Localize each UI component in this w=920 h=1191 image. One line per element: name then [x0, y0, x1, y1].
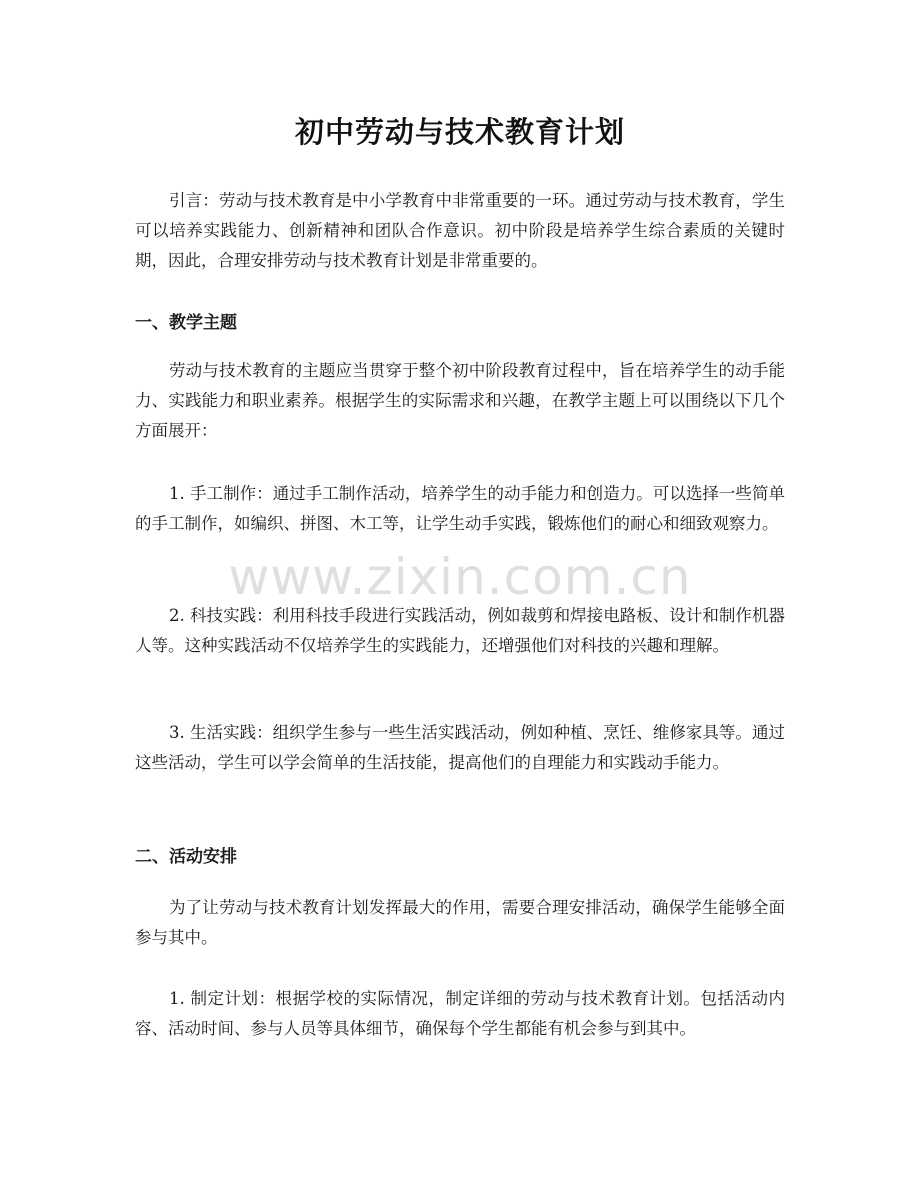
section-heading-activity-arrangement: 二、活动安排	[135, 847, 237, 867]
section1-item-life-practice: 3. 生活实践：组织学生参与一些生活实践活动，例如种植、烹饪、维修家具等。通过这些活动，学生可以学会简单的生活技能，提高他们的自理能力和实践动手能力。	[135, 723, 785, 772]
watermark: www.zixin.com.cn	[228, 548, 692, 606]
section1-intro-paragraph: 劳动与技术教育的主题应当贯穿于整个初中阶段教育过程中，旨在培养学生的动手能力、实践能力和职业素养。根据学生的实际需求和兴趣，在教学主题上可以围绕以下几个方面展开：	[135, 361, 785, 440]
section2-intro-paragraph: 为了让劳动与技术教育计划发挥最大的作用，需要合理安排活动，确保学生能够全面参与其中。	[135, 898, 785, 947]
document-title: 初中劳动与技术教育计划	[294, 115, 625, 149]
intro-paragraph: 引言：劳动与技术教育是中小学教育中非常重要的一环。通过劳动与技术教育，学生可以培养实践能力、创新精神和团队合作意识。初中阶段是培养学生综合素质的关键时期，因此，合理安排劳动与技术教育计划是非常重要的。	[135, 191, 785, 270]
section1-item-handcraft: 1. 手工制作：通过手工制作活动，培养学生的动手能力和创造力。可以选择一些简单的手工制作，如编织、拼图、木工等，让学生动手实践，锻炼他们的耐心和细致观察力。	[135, 484, 785, 533]
section-heading-teaching-theme: 一、教学主题	[135, 313, 237, 333]
section1-item-tech-practice: 2. 科技实践：利用科技手段进行实践活动，例如裁剪和焊接电路板、设计和制作机器人等。这种实践活动不仅培养学生的实践能力，还增强他们对科技的兴趣和理解。	[135, 606, 785, 655]
section2-item-make-plan: 1. 制定计划：根据学校的实际情况，制定详细的劳动与技术教育计划。包括活动内容、活动时间、参与人员等具体细节，确保每个学生都能有机会参与到其中。	[135, 989, 785, 1038]
